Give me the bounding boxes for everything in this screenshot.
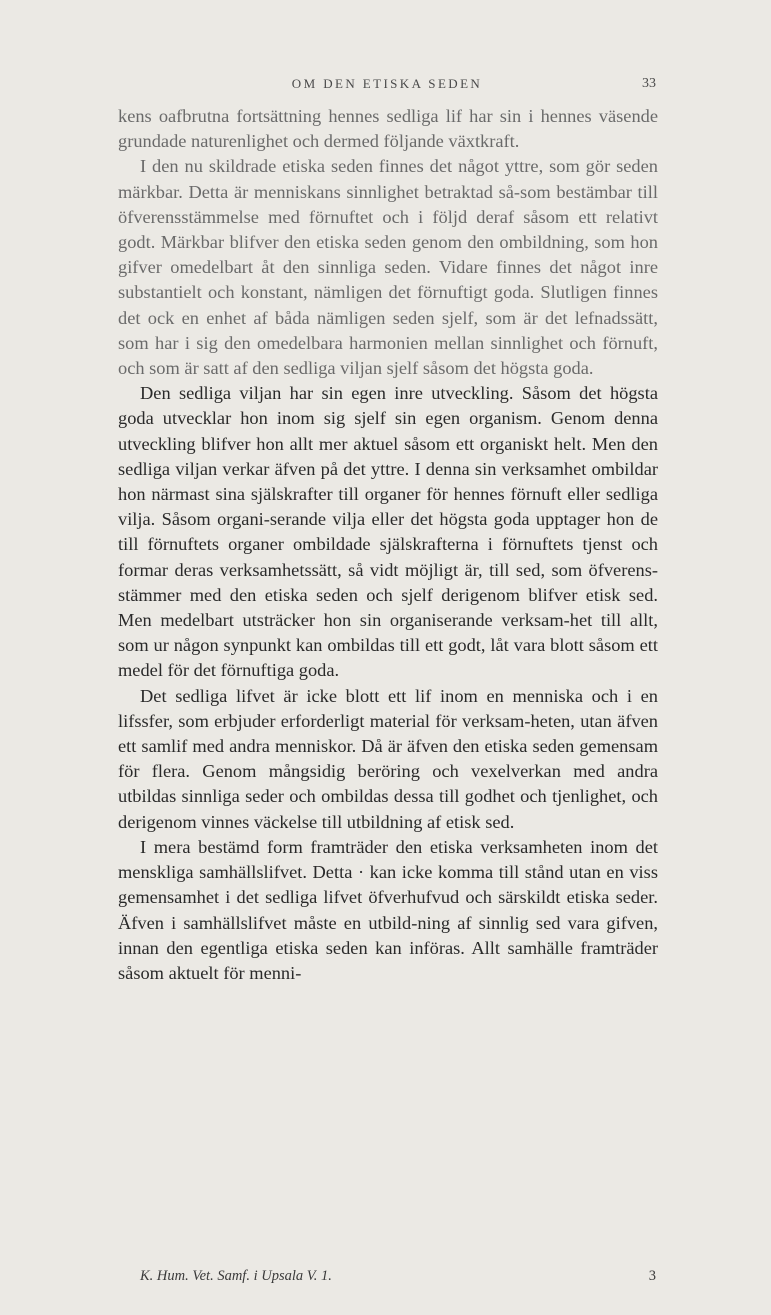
paragraph-continued: kens oafbrutna fortsättning hennes sedliga lif har sin i hennes väsende grundade naturenlighet och dermed följande växtkraft. [118,106,658,152]
running-title: OM DEN ETISKA SEDEN [291,76,483,91]
page-number: 33 [642,76,656,91]
signature-mark: K. Hum. Vet. Samf. i Upsala V. 1. [140,1268,332,1284]
page-footer [140,1268,656,1290]
paragraph: I mera bestämd form framträder den etiska verksamheten inom det menskliga samhällslifvet. Detta · kan icke komma till stånd utan en viss gemensamhet i det sedliga lifvet öfverhufvud och särskildt etiska seder. Äfven i samhällslifvet måste en utbild-ning af sinnlig sed vara gifven, innan den egentliga etiska seden kan införas. Allt samhälle framträder såsom aktuelt för menni- [118,836,658,983]
paragraph: Den sedliga viljan har sin egen inre utveckling. Såsom det högsta goda utvecklar hon inom sig sjelf sin egen organism. Genom denna utveckling blifver hon allt mer aktuel såsom ett organiskt helt. Men den sedliga viljan verkar äfven på det yttre. I denna sin verksamhet ombildar hon närmast sina själskrafter till organer för hennes förnuft eller sedliga vilja. Såsom organi-serande vilja eller det högsta goda upptager hon de till förnuftets organer ombildade själskrafterna i förnuftets tjenst och formar deras verksamhetssätt, så vidt möjligt är, till sed, som öfverens-stämmer med den etiska seden och sjelf derigenom blifver etisk sed. Men medelbart utsträcker hon sin organiserande verksam-het till allt, som ur någon synpunkt kan ombildas till ett godt, låt vara blott såsom ett medel för det förnuftiga goda. [118,383,658,681]
body-text [118,104,658,986]
running-head [118,76,656,98]
paragraph: Det sedliga lifvet är icke blott ett lif inom en menniska och i en lifssfer, som erbjuder erforderligt material för verksam-heten, utan äfven ett samlif med andra menniskor. Då är äfven den etiska seden gemensam för flera. Genom mångsidig beröring och vexelverkan med andra utbildas sinnliga seder och ombildas dessa till godhet och tjenlighet, och derigenom vinnes väckelse till utbildning af etisk sed. [118,685,658,832]
sheet-number: 3 [648,1268,656,1284]
paragraph: I den nu skildrade etiska seden finnes det något yttre, som gör seden märkbar. Detta är menniskans sinnlighet betraktad så-som bestämbar till öfverensstämmelse med förnuftet och i följd deraf såsom ett relativt godt. Märkbar blifver den etiska seden genom den ombildning, som hon gifver omedelbart åt den sinnliga seden. Vidare finnes det något inre substantielt och konstant, nämligen det förnuftigt goda. Slutligen finnes det ock en enhet af båda nämligen seden sjelf, som är det lefnadssätt, som har i sig den omedelbara harmonien mellan sinnlighet och förnuft, och som är satt af den sedliga viljan sjelf såsom det högsta goda. [118,156,658,379]
